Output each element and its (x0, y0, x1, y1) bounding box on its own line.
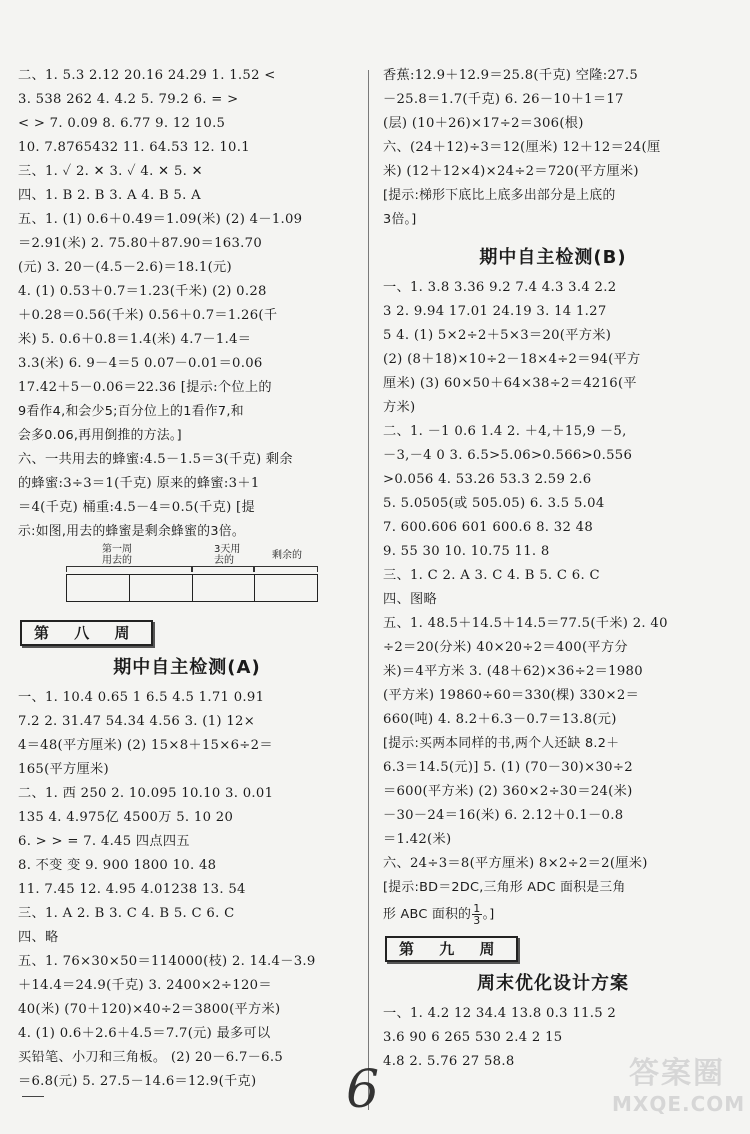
section-heading-c: 周末优化设计方案 (477, 973, 629, 994)
hint-line: [提示:买两本同样的书,两个人还缺 8.2＋ (383, 736, 620, 751)
diagram-segment (254, 574, 318, 602)
week9-label: 第 九 周 (385, 936, 518, 962)
answer-line: 4. (1) 0.53＋0.7＝1.23(千米) (2) 0.28 (18, 284, 267, 299)
handwritten-page-number: 6 (346, 1060, 380, 1120)
answer-line: －3,－4 0 3. 6.5>5.06>0.566>0.556 (383, 448, 633, 463)
answer-line: 3.3(米) 6. 9－4＝5 0.07－0.01＝0.06 (18, 356, 263, 371)
answer-line: 3. 538 262 4. 4.2 5. 79.2 6. = > (18, 92, 239, 107)
week8-label: 第 八 周 (20, 620, 153, 646)
diagram-segment (129, 574, 193, 602)
column-divider (368, 70, 369, 1110)
diagram-segment (66, 574, 130, 602)
answer-line: 一、1. 4.2 12 34.4 13.8 0.3 11.5 2 (383, 1006, 617, 1021)
answer-line: 3.6 90 6 265 530 2.4 2 15 (383, 1030, 563, 1045)
answer-line: 7.2 2. 31.47 54.34 4.56 3. (1) 12× (18, 714, 256, 729)
answer-line: 135 4. 4.975亿 4500万 5. 10 20 (18, 810, 234, 825)
answer-line: (层) (10＋26)×17÷2＝306(根) (383, 116, 584, 131)
section-heading-a: 期中自主检测(A) (113, 657, 261, 678)
answer-line: ＝2.91(米) 2. 75.80＋87.90＝163.70 (18, 236, 263, 251)
answer-line: 11. 7.45 12. 4.95 4.01238 13. 54 (18, 882, 246, 897)
honey-diagram (66, 544, 334, 614)
answer-line: 三、1. A 2. B 3. C 4. B 5. C 6. C (18, 906, 235, 921)
answer-line: 4.8 2. 5.76 27 58.8 (383, 1054, 515, 1069)
answer-line: ＝1.42(米) (383, 832, 452, 847)
diagram-brace-3days (192, 566, 254, 572)
answer-line: (平方米) 19860÷60＝330(棵) 330×2＝ (383, 688, 640, 703)
fraction-numerator: 1 (473, 902, 481, 915)
right-answers-part-1 (383, 64, 723, 232)
diagram-label-used1: 用去的 (102, 555, 132, 566)
answer-line: 4＝48(平方厘米) (2) 15×8＋15×6÷2＝ (18, 738, 273, 753)
answer-line: ÷2＝20(分米) 40×20÷2＝400(平方分 (383, 640, 628, 655)
answer-line: ＝600(平方米) (2) 360×2÷30＝24(米) (383, 784, 633, 799)
answer-line: ＋14.4＝24.9(千克) 3. 2400×2÷120＝ (18, 978, 272, 993)
answer-line: 五、1. 76×30×50＝114000(枝) 2. 14.4－3.9 (18, 954, 316, 969)
answer-line: (元) 3. 20－(4.5－2.6)＝18.1(元) (18, 260, 232, 275)
answer-line: 40(米) (70＋120)×40÷2＝3800(平方米) (18, 1002, 281, 1017)
right-answers-part-2 (383, 276, 723, 930)
footer-dash (22, 1096, 44, 1097)
fraction-one-third (472, 903, 481, 926)
hint-line-fraction (383, 900, 723, 930)
answer-line: 六、(24＋12)÷3＝12(厘米) 12＋12＝24(厘 (383, 140, 661, 155)
answer-line: 二、1. －1 0.6 1.4 2. ＋4,＋15,9 －5, (383, 424, 627, 439)
diagram-brace-week1 (66, 566, 192, 572)
answer-line: >0.056 4. 53.26 53.3 2.59 2.6 (383, 472, 592, 487)
answer-line: 三、1. ✓ 2. ✕ 3. ✓ 4. ✕ 5. ✕ (18, 164, 203, 179)
left-column (18, 64, 356, 1094)
answer-line: 的蜂蜜:3÷3＝1(千克) 原来的蜂蜜:3＋1 (18, 476, 260, 491)
answer-line: 三、1. C 2. A 3. C 4. B 5. C 6. C (383, 568, 600, 583)
right-column (383, 64, 723, 1074)
answer-line: 10. 7.8765432 11. 64.53 12. 10.1 (18, 140, 250, 155)
hint-line: 3倍。] (383, 212, 417, 227)
answer-line: 米)＝4平方米 3. (48＋62)×36÷2＝1980 (383, 664, 643, 679)
answer-line: 6. > > = 7. 4.45 四点四五 (18, 834, 190, 849)
answer-line: 4. (1) 0.6＋2.6＋4.5＝7.7(元) 最多可以 (18, 1026, 271, 1041)
answer-line: 米) (12＋12×4)×24÷2＝720(平方厘米) (383, 164, 639, 179)
answer-line: < > 7. 0.09 8. 6.77 9. 12 10.5 (18, 116, 226, 131)
fraction-prefix: 形 ABC 面积的 (383, 907, 472, 922)
answer-line: 165(平方厘米) (18, 762, 109, 777)
answer-line: 5 4. (1) 5×2÷2＋5×3＝20(平方米) (383, 328, 612, 343)
diagram-segment (192, 574, 255, 602)
answer-line: 厘米) (3) 60×50＋64×38÷2＝4216(平 (383, 376, 637, 391)
answer-line: ＝4(千克) 桶重:4.5－4＝0.5(千克) [提 (18, 500, 255, 515)
answer-line: 五、1. 48.5＋14.5＋14.5＝77.5(千米) 2. 40 (383, 616, 668, 631)
answer-line: 一、1. 3.8 3.36 9.2 7.4 4.3 3.4 2.2 (383, 280, 617, 295)
answer-line: 六、24÷3＝8(平方厘米) 8×2÷2＝2(厘米) (383, 856, 648, 871)
hint-line: [提示:BD＝2DC,三角形 ADC 面积是三角 (383, 880, 626, 895)
answer-line: 五、1. (1) 0.6＋0.49＝1.09(米) (2) 4－1.09 (18, 212, 303, 227)
answer-line: 二、1. 5.3 2.12 20.16 24.29 1. 1.52 < (18, 68, 276, 83)
answer-line: 米) 5. 0.6＋0.8＝1.4(米) 4.7－1.4＝ (18, 332, 252, 347)
answer-line: －25.8＝1.7(千克) 6. 26－10＋1＝17 (383, 92, 624, 107)
answer-line: 660(吨) 4. 8.2＋6.3－0.7＝13.8(元) (383, 712, 617, 727)
watermark-logo (612, 1056, 746, 1122)
answer-line: 3 2. 9.94 17.01 24.19 3. 14 1.27 (383, 304, 607, 319)
left-answers-part-1 (18, 64, 356, 544)
watermark-url: MXQE.COM (612, 1092, 746, 1116)
hint-line: 9看作4,和会少5;百分位上的1看作7,和 (18, 404, 244, 419)
diagram-brace-remaining (254, 566, 318, 572)
answer-line: 六、一共用去的蜂蜜:4.5－1.5＝3(千克) 剩余 (18, 452, 293, 467)
diagram-label-used2: 去的 (214, 555, 234, 566)
answer-line: 9. 55 30 10. 10.75 11. 8 (383, 544, 550, 559)
hint-line: [提示:梯形下底比上底多出部分是上底的 (383, 188, 616, 203)
left-answers-part-2 (18, 686, 356, 1094)
hint-line: 会多0.06,再用倒推的方法。] (18, 428, 182, 443)
answer-line: 7. 600.606 601 600.6 8. 32 48 (383, 520, 594, 535)
hint-line: 示:如图,用去的蜂蜜是剩余蜂蜜的3倍。 (18, 524, 245, 539)
answer-line: ＋0.28＝0.56(千米) 0.56＋0.7＝1.26(千 (18, 308, 278, 323)
answer-line: 一、1. 10.4 0.65 1 6.5 4.5 1.71 0.91 (18, 690, 265, 705)
answer-line: 香蕉:12.9＋12.9＝25.8(千克) 空隆:27.5 (383, 68, 639, 83)
diagram-label-remaining: 剩余的 (272, 550, 302, 561)
fraction-denominator: 3 (473, 914, 481, 927)
answer-line: 四、图略 (383, 592, 437, 607)
answer-line: 8. 不变 变 9. 900 1800 10. 48 (18, 858, 217, 873)
answer-line: (2) (8＋18)×10÷2－18×4÷2＝94(平方 (383, 352, 641, 367)
answer-line: 5. 5.0505(或 505.05) 6. 3.5 5.04 (383, 496, 605, 511)
answer-line: 四、1. B 2. B 3. A 4. B 5. A (18, 188, 201, 203)
answer-line: 二、1. 西 250 2. 10.095 10.10 3. 0.01 (18, 786, 274, 801)
answer-line: －30－24＝16(米) 6. 2.12＋0.1－0.8 (383, 808, 624, 823)
watermark-text: 答案圈 (629, 1056, 725, 1091)
answer-line: 17.42＋5－0.06＝22.36 [提示:个位上的 (18, 380, 272, 395)
fraction-suffix: 。] (482, 907, 495, 922)
answer-line: 买铅笔、小刀和三角板。 (2) 20－6.7－6.5 (18, 1050, 284, 1065)
answer-line: 四、略 (18, 930, 59, 945)
answer-line: 6.3＝14.5(元)] 5. (1) (70－30)×30÷2 (383, 760, 633, 775)
diagram-label-3days: 3天用 (214, 544, 241, 555)
answer-line: ＝6.8(元) 5. 27.5－14.6＝12.9(千克) (18, 1074, 257, 1089)
section-heading-b: 期中自主检测(B) (479, 247, 627, 268)
answer-line: 方米) (383, 400, 416, 415)
diagram-label-week1: 第一周 (102, 544, 132, 555)
